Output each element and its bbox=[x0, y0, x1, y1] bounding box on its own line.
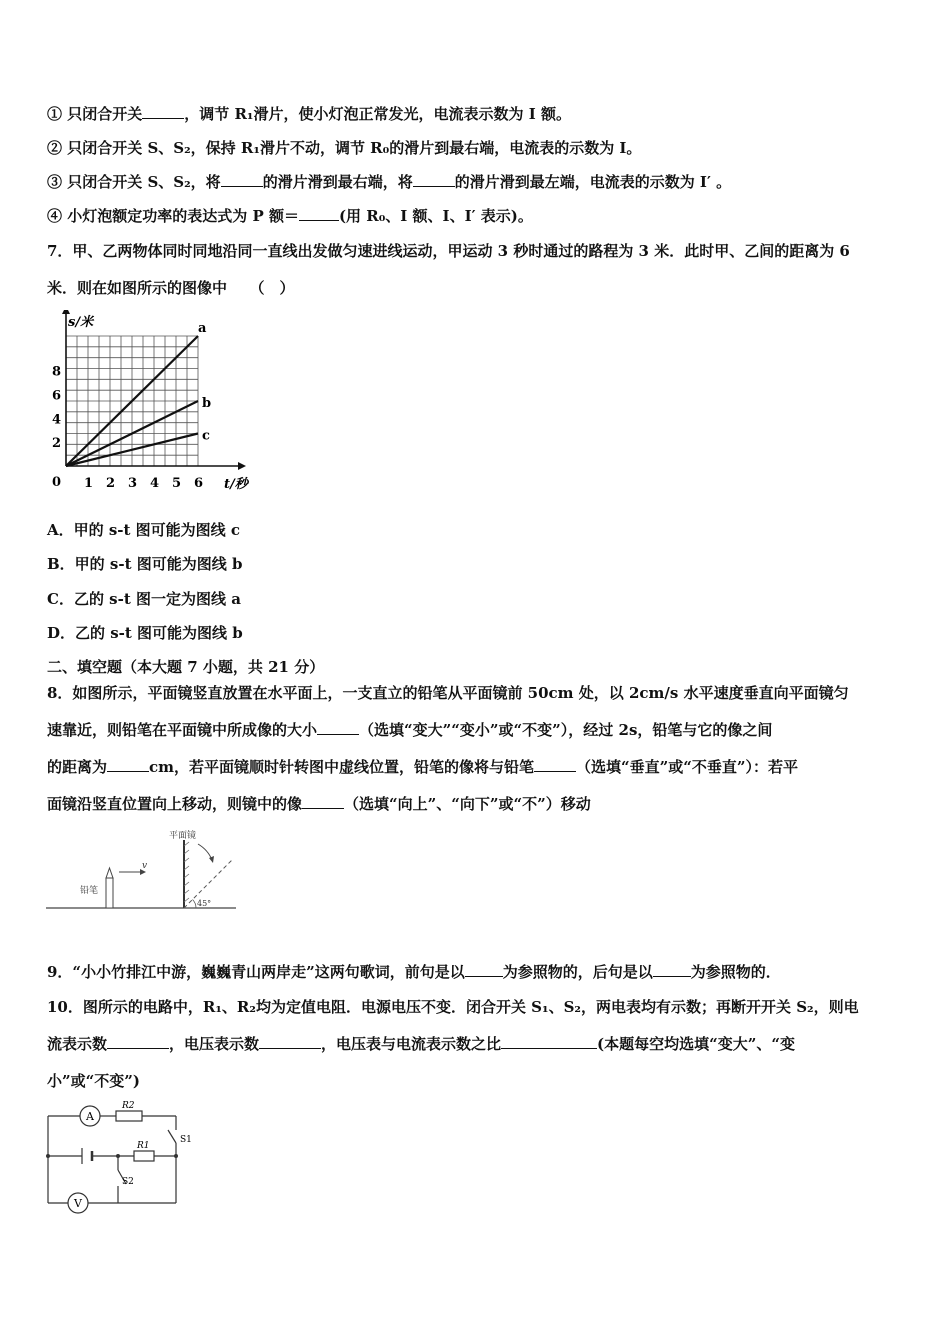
y-tick-label: 2 bbox=[52, 436, 62, 452]
q10-line3 bbox=[47, 1070, 140, 1091]
answer-blank[interactable] bbox=[653, 962, 691, 977]
ammeter-label: A bbox=[86, 1110, 94, 1123]
step-3-text-end: 的滑片滑到最左端，电流表的示数为 I′ 。 bbox=[454, 173, 732, 191]
option-c-text: C．乙的 s-t 图一定为图线 a bbox=[47, 590, 241, 608]
y-tick-label: 4 bbox=[52, 412, 62, 428]
option-b-text: B．甲的 s-t 图可能为图线 b bbox=[47, 555, 243, 573]
q8-line3 bbox=[47, 756, 798, 777]
angle-arc bbox=[193, 900, 197, 909]
q7-stem-line2 bbox=[47, 277, 295, 298]
q8-line4 bbox=[47, 793, 591, 814]
st-graph bbox=[44, 310, 264, 500]
resistor-r1 bbox=[134, 1151, 154, 1161]
q10-text-3: 小”或“不变”) bbox=[47, 1072, 140, 1090]
angle-label: 45° bbox=[197, 899, 212, 908]
answer-blank[interactable] bbox=[142, 104, 184, 119]
y-tick-label: 6 bbox=[52, 388, 62, 404]
q8-text-4-end: （选填“向上”、“向下”或“不”）移动 bbox=[344, 795, 591, 813]
switch-s1 bbox=[168, 1130, 176, 1143]
q9-text-mid: 为参照物的，后句是以 bbox=[502, 963, 653, 981]
mirror-figure bbox=[44, 828, 239, 924]
y-tick-label: 8 bbox=[52, 364, 62, 380]
x-tick-label: 1 bbox=[84, 476, 94, 491]
option-d[interactable] bbox=[47, 622, 243, 643]
rotation-arrow bbox=[198, 844, 212, 860]
section-heading bbox=[47, 656, 324, 677]
circuit-diagram bbox=[40, 1098, 200, 1218]
pencil-tip bbox=[106, 868, 113, 878]
step-1-text-end: ，调节 R₁滑片，使小灯泡正常发光，电流表示数为 I 额。 bbox=[184, 105, 571, 123]
answer-blank[interactable] bbox=[501, 1034, 597, 1049]
step-1-text: ① 只闭合开关 bbox=[47, 105, 143, 123]
junction-dot bbox=[174, 1154, 178, 1158]
q9-text-end: 为参照物的． bbox=[690, 963, 781, 981]
step-2 bbox=[47, 137, 641, 158]
q9 bbox=[47, 961, 781, 982]
answer-blank[interactable] bbox=[107, 1034, 169, 1049]
y-axis-label: s/米 bbox=[68, 315, 94, 330]
origin-label: 0 bbox=[52, 475, 62, 490]
option-a-text: A．甲的 s-t 图可能为图线 c bbox=[47, 521, 241, 539]
answer-blank[interactable] bbox=[259, 1034, 321, 1049]
q8-text-3-mid: cm，若平面镜顺时针转图中虚线位置，铅笔的像将与铅笔 bbox=[149, 758, 535, 776]
step-4-text-end: (用 R₀、I 额、I、I′ 表示)。 bbox=[338, 207, 533, 225]
r2-label: R2 bbox=[122, 1101, 135, 1111]
q10-line1 bbox=[47, 996, 859, 1017]
q8-text-2-end: （选填“变大”“变小”或“不变”），经过 2s，铅笔与它的像之间 bbox=[359, 721, 773, 739]
answer-blank[interactable] bbox=[317, 720, 359, 735]
q8-text-4: 面镜沿竖直位置向上移动，则镜中的像 bbox=[47, 795, 303, 813]
series-label-a: a bbox=[198, 321, 207, 336]
q10-text-2: 流表示数 bbox=[47, 1035, 108, 1053]
step-4 bbox=[47, 205, 533, 226]
q10-text-1: 10．图所示的电路中，R₁、R₂均为定值电阻．电源电压不变．闭合开关 S₁、S₂，两电表均有示数；再断开开关 S₂，则电 bbox=[47, 998, 859, 1016]
q8-line1 bbox=[47, 682, 849, 703]
q8-text-3-end: （选填“垂直”或“不垂直”）：若平 bbox=[576, 758, 799, 776]
step-2-text: ② 只闭合开关 S、S₂，保持 R₁滑片不动，调节 R₀的滑片到最右端，电流表的示数为 I。 bbox=[47, 139, 642, 157]
resistor-r2 bbox=[116, 1111, 142, 1121]
q7-stem-text: 7．甲、乙两物体同时同地沿同一直线出发做匀速进线运动，甲运动 3 秒时通过的路程为 3 米．此时甲、乙间的距离为 6 bbox=[47, 242, 850, 260]
pencil-label: 铅笔 bbox=[80, 886, 99, 896]
q10-text-2-end: (本题每空均选填“变大”、“变 bbox=[597, 1035, 796, 1053]
q7-stem-line1 bbox=[47, 240, 850, 261]
x-axis-arrow bbox=[238, 462, 246, 470]
step-1 bbox=[47, 103, 571, 124]
answer-blank[interactable] bbox=[302, 794, 344, 809]
step-3 bbox=[47, 171, 731, 192]
step-3-text-mid: 的滑片滑到最右端，将 bbox=[262, 173, 413, 191]
q8-text-1: 8．如图所示，平面镜竖直放置在水平面上，一支直立的铅笔从平面镜前 50cm 处，以 2cm/s 水平速度垂直向平面镜匀 bbox=[47, 684, 849, 702]
q7-stem-text-2: 米．则在如图所示的图像中 （ ） bbox=[47, 279, 295, 297]
answer-blank[interactable] bbox=[534, 757, 576, 772]
voltmeter-label: V bbox=[74, 1197, 82, 1210]
series-label-c: c bbox=[202, 428, 210, 444]
y-axis-arrow bbox=[62, 310, 70, 314]
x-axis-label: t/秒 bbox=[224, 477, 248, 492]
answer-blank[interactable] bbox=[413, 172, 455, 187]
answer-blank[interactable] bbox=[299, 206, 339, 221]
r1-label: R1 bbox=[137, 1141, 150, 1151]
s2-label: S2 bbox=[122, 1177, 134, 1187]
step-3-text: ③ 只闭合开关 S、S₂，将 bbox=[47, 173, 221, 191]
q10-line2 bbox=[47, 1033, 795, 1054]
q9-text: 9．“小小竹排江中游，巍巍青山两岸走”这两句歌词，前句是以 bbox=[47, 963, 465, 981]
mirror-label: 平面镜 bbox=[169, 831, 197, 841]
q8-text-2: 速靠近，则铅笔在平面镜中所成像的大小 bbox=[47, 721, 318, 739]
rotation-arrow-head bbox=[209, 856, 214, 863]
x-tick-label: 2 bbox=[106, 476, 116, 491]
q10-text-2-mid: ，电压表示数 bbox=[169, 1035, 260, 1053]
option-b[interactable] bbox=[47, 553, 242, 574]
step-4-text: ④ 小灯泡额定功率的表达式为 P 额＝ bbox=[47, 207, 299, 225]
pencil bbox=[106, 878, 113, 908]
s1-label: S1 bbox=[180, 1135, 192, 1145]
option-d-text: D．乙的 s-t 图可能为图线 b bbox=[47, 624, 243, 642]
series-label-b: b bbox=[202, 396, 212, 411]
x-tick-label: 4 bbox=[150, 476, 160, 491]
x-tick-label: 6 bbox=[194, 476, 204, 491]
circuit-wires bbox=[48, 1116, 176, 1203]
q8-text-3: 的距离为 bbox=[47, 758, 108, 776]
q10-text-2-mid2: ，电压表与电流表示数之比 bbox=[321, 1035, 502, 1053]
option-c[interactable] bbox=[47, 588, 241, 609]
section-heading-text: 二、填空题（本大题 7 小题，共 21 分） bbox=[47, 658, 325, 676]
x-tick-label: 5 bbox=[172, 476, 182, 491]
answer-blank[interactable] bbox=[107, 757, 149, 772]
q8-line2 bbox=[47, 719, 772, 740]
x-tick-label: 3 bbox=[128, 476, 138, 491]
junction-dot bbox=[116, 1154, 120, 1158]
answer-blank[interactable] bbox=[221, 172, 263, 187]
junction-dot bbox=[46, 1154, 50, 1158]
answer-blank[interactable] bbox=[465, 962, 503, 977]
option-a[interactable] bbox=[47, 519, 240, 540]
velocity-label: v bbox=[142, 861, 148, 871]
